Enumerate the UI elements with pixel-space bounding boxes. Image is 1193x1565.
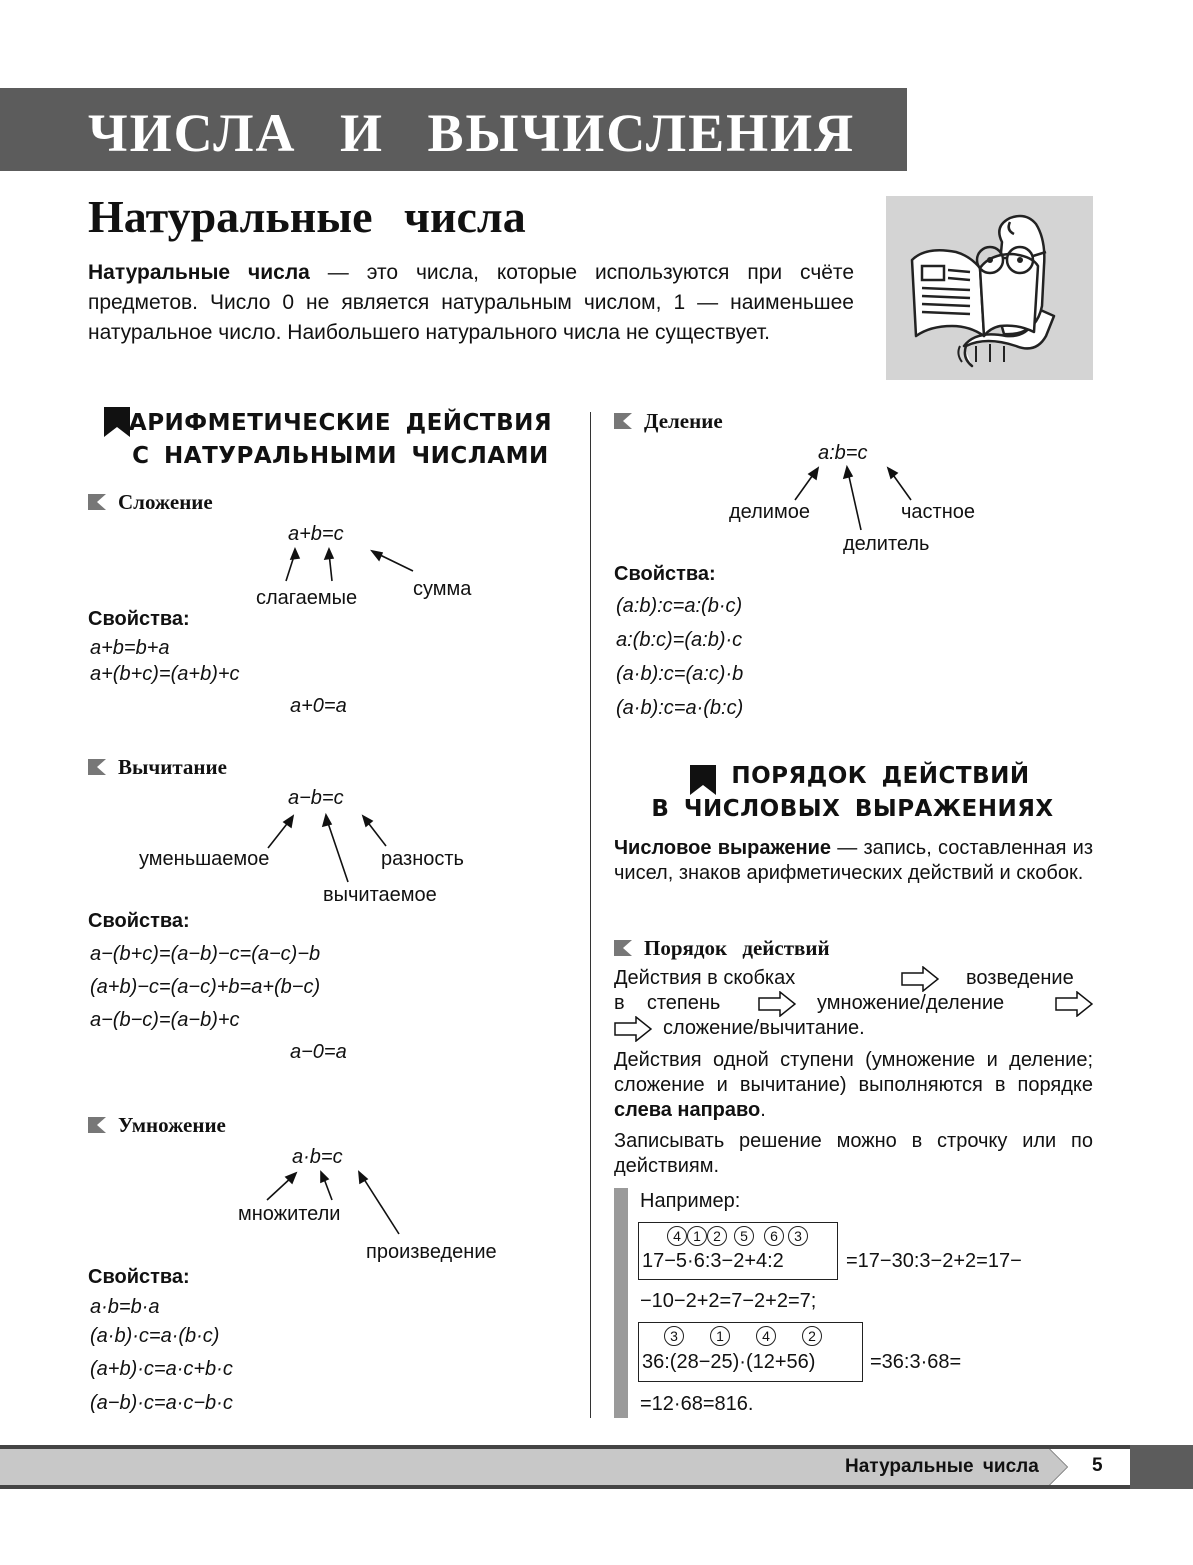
division-heading (614, 409, 723, 434)
order-circle: 3 (788, 1226, 808, 1246)
quotient-label: частное (901, 501, 975, 523)
addition-property-1: a+b=b+a (90, 637, 170, 659)
page-num-dark-block (1130, 1445, 1193, 1489)
order-heading (614, 936, 830, 961)
order-paragraph-3: Записывать решение можно в строчку или по действиям. (614, 1130, 1093, 1177)
expression-definition (614, 836, 1093, 886)
footer-section-name: Натуральные числа (845, 1456, 1039, 1477)
order-step-4: сложение/вычитание. (663, 1017, 865, 1039)
definition-text: — запись, составленная из чисел, знаков арифметических действий и скобок. (614, 837, 1093, 884)
multiplication-properties-label: Свойства: (88, 1266, 190, 1288)
order-circle: 3 (664, 1326, 684, 1346)
subtraction-formula: a−b=c (288, 787, 344, 809)
section-title-line1: АРИФМЕТИЧЕСКИЕ ДЕЙСТВИЯ (128, 410, 553, 436)
addition-heading (88, 490, 213, 515)
intro-text: — это числа, которые используются при счёте предметов. Число 0 не является натуральным числом, 1 — наименьшее натуральное число. Наибольшего натурального числа не существует. (88, 261, 854, 344)
order-circle: 5 (734, 1226, 754, 1246)
multiplication-property-2: (a·b)·c=a·(b·c) (90, 1325, 220, 1347)
example-1-box (638, 1222, 838, 1280)
order-circle: 1 (710, 1326, 730, 1346)
corner-flag-icon (614, 940, 632, 956)
division-formula: a:b=c (818, 442, 868, 464)
multiplication-formula: a·b=c (292, 1146, 343, 1168)
subtraction-property-1: a−(b+c)=(a−b)−c=(a−c)−b (90, 943, 321, 965)
minuend-label: уменьшаемое (139, 848, 270, 870)
section-title-line2: С НАТУРАЛЬНЫМИ ЧИСЛАМИ (132, 443, 549, 469)
example-2-continuation: =36:3·68= (870, 1351, 962, 1373)
order-circle: 6 (764, 1226, 784, 1246)
division-arrows (785, 464, 920, 536)
example-1-expression: 17−5·6:3−2+4:2 (642, 1250, 784, 1272)
subtraction-property-2: (a+b)−c=(a−c)+b=a+(b−c) (90, 976, 321, 998)
example-label: Например: (640, 1190, 741, 1212)
example-2-order (664, 1326, 822, 1346)
subtraction-property-4: a−0=a (290, 1041, 347, 1063)
corner-flag-icon (88, 494, 106, 510)
example-1-continuation: =17−30:3−2+2=17− (846, 1250, 1022, 1272)
arithmetic-section-title (118, 407, 563, 473)
addends-label: слагаемые (256, 587, 358, 609)
division-property-3: (a·b):c=(a:c)·b (616, 663, 744, 685)
bookworm-illustration (886, 196, 1093, 380)
order-step-1: Действия в скобках (614, 967, 796, 989)
example-2-line2: =12·68=816. (640, 1393, 754, 1415)
definition-term: Числовое выражение (614, 837, 831, 859)
order-circle: 4 (756, 1326, 776, 1346)
order-step-3: умножение/деление (817, 992, 1005, 1014)
example-side-bar (614, 1188, 628, 1418)
worm-reading-icon (886, 196, 1093, 380)
chapter-banner (0, 88, 907, 171)
order-title: Порядок действий (644, 936, 830, 960)
order-circle: 2 (802, 1326, 822, 1346)
division-properties-label: Свойства: (614, 563, 716, 585)
factors-label: множители (238, 1203, 341, 1225)
subtraction-property-3: a−(b−c)=(a−b)+c (90, 1009, 240, 1031)
corner-flag-icon (88, 759, 106, 775)
section-title-line1: ПОРЯДОК ДЕЙСТВИЙ (731, 763, 1030, 789)
division-property-4: (a·b):c=a·(b:c) (616, 697, 744, 719)
corner-flag-icon (88, 1117, 106, 1133)
order-circle: 1 (687, 1226, 707, 1246)
addition-formula: a+b=c (288, 523, 344, 545)
subtraction-title: Вычитание (118, 755, 227, 779)
para2-start: Действия одной ступени (умножение и деление; сложение и вычитание) выполняются в порядке (614, 1049, 1093, 1096)
order-paragraph-2 (614, 1048, 1093, 1123)
multiplication-property-1: a·b=b·a (90, 1296, 160, 1318)
page-number: 5 (1092, 1455, 1103, 1476)
product-label: произведение (366, 1241, 497, 1263)
addition-property-2: a+(b+c)=(a+b)+c (90, 663, 240, 685)
page-num-bg (1078, 1449, 1130, 1485)
outline-arrow-icon (1055, 991, 1093, 1017)
multiplication-property-4: (a−b)·c=a·c−b·c (90, 1392, 233, 1414)
subtraction-arrows (260, 810, 400, 890)
para2-bold: слева направо (614, 1099, 761, 1121)
order-section-title (630, 760, 1075, 826)
example-2-box (638, 1322, 863, 1382)
outline-arrow-icon (614, 1016, 652, 1042)
order-step-2a: возведение (966, 967, 1074, 989)
division-title: Деление (644, 409, 723, 433)
divisor-label: делитель (843, 533, 930, 555)
intro-term: Натуральные числа (88, 261, 310, 284)
footer-top-rule (0, 1445, 1193, 1449)
order-circle: 2 (707, 1226, 727, 1246)
addition-title: Сложение (118, 490, 213, 514)
addition-property-3: a+0=a (290, 695, 347, 717)
division-property-1: (a:b):c=a:(b·c) (616, 595, 743, 617)
order-circle: 4 (667, 1226, 687, 1246)
footer-chevron-icon (1040, 1445, 1080, 1489)
section-title-line2: В ЧИСЛОВЫХ ВЫРАЖЕНИЯХ (651, 796, 1054, 822)
multiplication-property-3: (a+b)·c=a·c+b·c (90, 1358, 233, 1380)
subtraction-properties-label: Свойства: (88, 910, 190, 932)
para2-end: . (760, 1099, 766, 1121)
addition-properties-label: Свойства: (88, 608, 190, 630)
multiplication-title: Умножение (118, 1113, 226, 1137)
outline-arrow-icon (758, 991, 796, 1017)
example-2-expression: 36:(28−25)·(12+56) (642, 1351, 816, 1373)
multiplication-heading (88, 1113, 226, 1138)
order-step-2b: в степень (614, 992, 721, 1014)
difference-label: разность (381, 848, 464, 870)
sum-label: сумма (413, 578, 472, 600)
footer-bottom-rule (0, 1485, 1193, 1489)
column-divider (590, 412, 591, 1418)
division-property-2: a:(b:c)=(a:b)·c (616, 629, 743, 651)
intro-paragraph (88, 258, 854, 348)
example-1-order (667, 1226, 808, 1246)
corner-flag-icon (614, 413, 632, 429)
chapter-title: ЧИСЛА И ВЫЧИСЛЕНИЯ (88, 103, 856, 163)
outline-arrow-icon (901, 966, 939, 992)
dividend-label: делимое (729, 501, 810, 523)
subtraction-heading (88, 755, 227, 780)
subtrahend-label: вычитаемое (323, 884, 437, 906)
page-title: Натуральные числа (88, 191, 526, 242)
example-1-line2: −10−2+2=7−2+2=7; (640, 1290, 817, 1312)
